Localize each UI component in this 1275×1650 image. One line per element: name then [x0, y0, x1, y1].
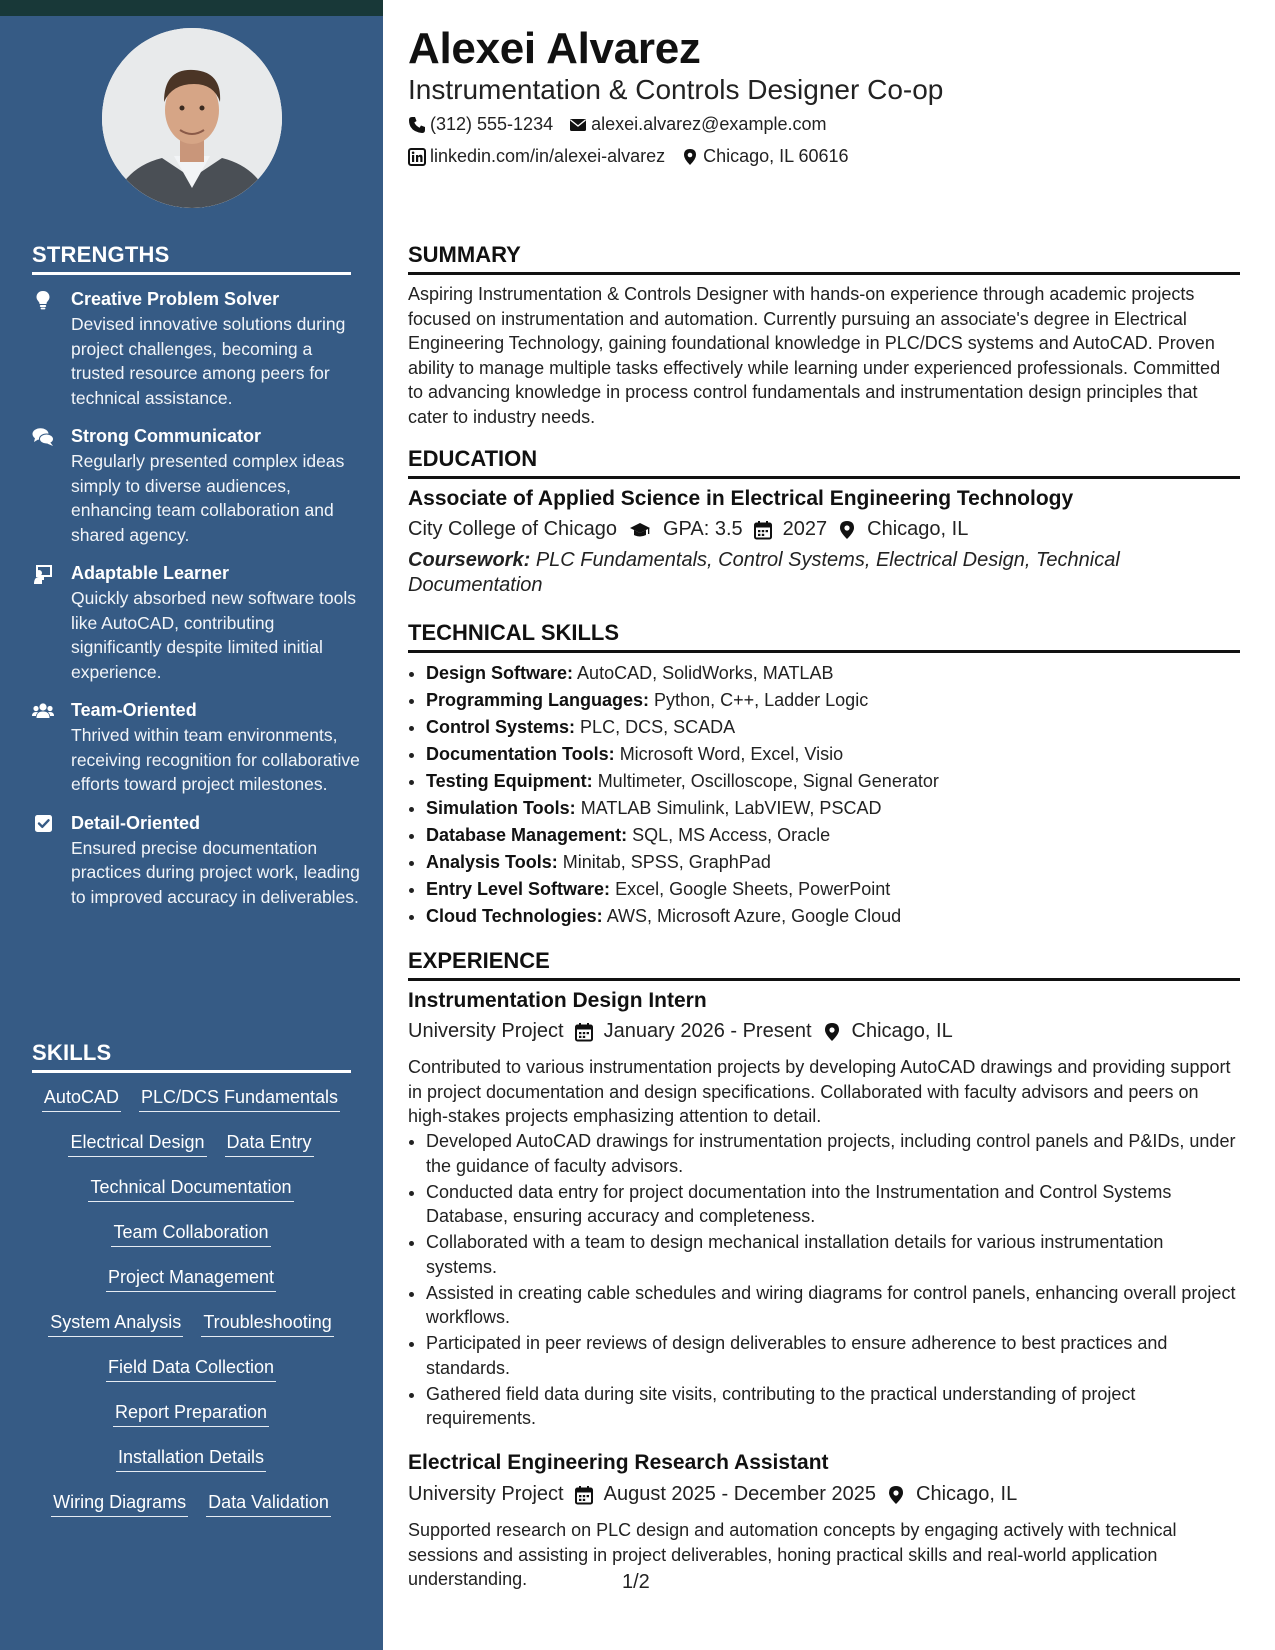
map-marker-icon — [822, 1022, 842, 1042]
degree-title: Associate of Applied Science in Electrical Engineering Technology — [408, 487, 1074, 510]
job-description: Supported research on PLC design and automation concepts by engaging actively with technical sessions and assisting in project deliverables, honing practical skills and real-world application understanding. — [408, 1520, 1177, 1589]
skill-value: AWS, Microsoft Azure, Google Cloud — [606, 906, 902, 926]
technical-skill-item — [426, 876, 1226, 903]
coursework-text: PLC Fundamentals, Control Systems, Electrical Design, Technical Documentation — [408, 549, 1120, 596]
graduation-cap-icon — [627, 520, 653, 540]
job-bullets — [426, 1129, 1238, 1432]
contact-row — [408, 146, 849, 167]
summary-heading: SUMMARY — [408, 242, 1240, 275]
skill-row — [30, 1400, 352, 1445]
skill-tag: Data Entry — [225, 1130, 314, 1157]
technical-skill-item — [426, 741, 1226, 768]
skill-value: MATLAB Simulink, LabVIEW, PSCAD — [580, 798, 882, 818]
phone-text: (312) 555-1234 — [430, 114, 554, 134]
candidate-title: Instrumentation & Controls Designer Co-op — [408, 74, 944, 105]
location-text: Chicago, IL 60616 — [703, 146, 849, 166]
technical-skill-item — [426, 903, 1226, 930]
envelope-icon — [569, 116, 587, 134]
contact-email[interactable] — [569, 114, 826, 135]
page-number: 1/2 — [622, 1571, 650, 1593]
skill-tag: Field Data Collection — [106, 1355, 276, 1382]
skill-label: Documentation Tools: — [426, 744, 615, 764]
skill-label: Testing Equipment: — [426, 771, 593, 791]
technical-skill-item — [426, 849, 1226, 876]
job-organization: University Project — [408, 1020, 564, 1042]
skill-value: Multimeter, Oscilloscope, Signal Generator — [597, 771, 939, 791]
job-title: Instrumentation Design Intern — [408, 989, 707, 1012]
strength-item — [32, 561, 362, 684]
job-bullet: • Participated in peer reviews of design deliverables to ensure adherence to best practices and standards. — [426, 1331, 1238, 1380]
strength-title: Adaptable Learner — [71, 563, 230, 583]
coursework-label: Coursework: — [408, 549, 531, 571]
strength-title: Detail-Oriented — [71, 812, 201, 833]
skill-row — [30, 1310, 352, 1355]
skill-value: Microsoft Word, Excel, Visio — [619, 744, 844, 764]
strength-description: Devised innovative solutions during project challenges, becoming a trusted resource among peers for technical assistance. — [71, 314, 346, 408]
technical-skill-item — [426, 687, 1226, 714]
education-heading: EDUCATION — [408, 446, 1240, 479]
skill-tag: Technical Documentation — [88, 1175, 293, 1202]
job-bullet: • Gathered field data during site visits, contributing to the practical understanding of project requirements. — [426, 1382, 1238, 1431]
skill-row — [30, 1085, 352, 1130]
skill-row — [30, 1355, 352, 1400]
experience-heading: EXPERIENCE — [408, 948, 1240, 981]
technical-skill-item — [426, 660, 1226, 687]
strength-item — [32, 811, 362, 910]
calendar-icon — [574, 1022, 594, 1042]
technical-skill-item — [426, 714, 1226, 741]
job-title: Electrical Engineering Research Assistant — [408, 1451, 829, 1474]
map-marker-icon — [837, 520, 857, 540]
users-icon — [32, 701, 54, 721]
skill-row — [30, 1265, 352, 1310]
map-marker-icon — [681, 148, 699, 166]
technical-skill-item — [426, 795, 1226, 822]
job-meta — [408, 1483, 1017, 1506]
skill-tag: PLC/DCS Fundamentals — [139, 1085, 340, 1112]
strength-description: Thrived within team environments, receiving recognition for collaborative efforts toward project milestones. — [71, 725, 360, 794]
map-marker-icon — [886, 1485, 906, 1505]
check-square-icon — [32, 814, 54, 834]
job-bullet: • Assisted in creating cable schedules and wiring diagrams for control panels, enhancing overall project workflows. — [426, 1281, 1238, 1330]
phone-icon — [408, 116, 426, 134]
contact-linkedin[interactable] — [408, 146, 665, 167]
contact-phone — [408, 114, 553, 135]
skill-tag: AutoCAD — [42, 1085, 121, 1112]
calendar-icon — [574, 1485, 594, 1505]
job-bullet: • Conducted data entry for project documentation into the Instrumentation and Control Systems Database, ensuring accuracy and completeness. — [426, 1180, 1238, 1229]
sidebar-top-bar — [0, 0, 383, 16]
gpa-text: GPA: 3.5 — [663, 518, 743, 540]
skills-list — [30, 1085, 352, 1535]
strength-item — [32, 287, 362, 410]
sidebar — [0, 0, 383, 1650]
school-location: Chicago, IL — [867, 518, 969, 540]
strength-description: Regularly presented complex ideas simply to diverse audiences, enhancing team collaboration and shared agency. — [71, 451, 345, 545]
graduation-year: 2027 — [782, 518, 828, 540]
skill-tag: Data Validation — [206, 1490, 331, 1517]
skill-label: Design Software: — [426, 663, 574, 683]
strength-title: Creative Problem Solver — [71, 289, 280, 309]
strength-title: Strong Communicator — [71, 426, 262, 446]
skill-label: Programming Languages: — [426, 690, 650, 710]
technical-skills-list — [426, 660, 1226, 930]
linkedin-icon — [408, 148, 426, 166]
skill-tag: Troubleshooting — [201, 1310, 333, 1337]
technical-skill-item — [426, 768, 1226, 795]
contact-row — [408, 114, 826, 135]
skill-row — [30, 1490, 352, 1535]
comments-icon — [32, 427, 54, 447]
linkedin-text[interactable]: linkedin.com/in/alexei-alvarez — [430, 146, 666, 166]
strength-item — [32, 698, 362, 797]
strength-item — [32, 424, 362, 547]
calendar-icon — [753, 520, 773, 540]
technical-skill-item — [426, 822, 1226, 849]
skill-tag: Installation Details — [116, 1445, 266, 1472]
job-organization: University Project — [408, 1483, 564, 1505]
strength-description: Quickly absorbed new software tools like AutoCAD, contributing significantly despite limited initial experience. — [71, 588, 356, 682]
education-meta — [408, 518, 968, 541]
skill-tag: Wiring Diagrams — [51, 1490, 188, 1517]
skill-value: AutoCAD, SolidWorks, MATLAB — [577, 663, 834, 683]
summary-text: Aspiring Instrumentation & Controls Designer with hands-on experience through academic projects focused on instrumentation and automation. Currently pursuing an associate's degree in Electrical Engineering Technology, gaining foundational knowledge in PLC/DCS systems and AutoCAD. Proven ability to manage multiple tasks effectively while learning under experienced professionals. Committed to advancing knowledge in process control fundamentals and instrumentation design principles that cater to industry needs. — [408, 284, 1221, 427]
technical-skills-heading: TECHNICAL SKILLS — [408, 620, 1240, 653]
strength-title: Team-Oriented — [71, 700, 197, 720]
job-location: Chicago, IL — [916, 1483, 1018, 1505]
skill-row — [30, 1130, 352, 1175]
skill-tag: Project Management — [106, 1265, 276, 1292]
skill-label: Cloud Technologies: — [426, 906, 603, 926]
skill-value: SQL, MS Access, Oracle — [632, 825, 831, 845]
skill-value: Minitab, SPSS, GraphPad — [562, 852, 771, 872]
candidate-name: Alexei Alvarez — [408, 24, 701, 73]
lightbulb-icon — [32, 290, 54, 310]
strengths-heading: STRENGTHS — [32, 242, 351, 275]
skill-tag: Team Collaboration — [111, 1220, 270, 1247]
skill-label: Simulation Tools: — [426, 798, 576, 818]
skill-row — [30, 1220, 352, 1265]
contact-location — [681, 146, 848, 167]
job-dates: August 2025 - December 2025 — [603, 1483, 877, 1505]
skills-heading: SKILLS — [32, 1040, 351, 1073]
skill-value: Python, C++, Ladder Logic — [654, 690, 869, 710]
skill-row — [30, 1175, 352, 1220]
job-location: Chicago, IL — [851, 1020, 953, 1042]
skill-tag: Electrical Design — [68, 1130, 206, 1157]
job-meta — [408, 1020, 953, 1043]
job-bullet: • Developed AutoCAD drawings for instrumentation projects, including control panels and P&IDs, under the guidance of faculty advisors. — [426, 1129, 1238, 1178]
strengths-list — [32, 287, 362, 923]
email-text[interactable]: alexei.alvarez@example.com — [591, 114, 827, 134]
strength-description: Ensured precise documentation practices during project work, leading to improved accuracy in deliverables. — [71, 837, 360, 907]
skill-tag: System Analysis — [48, 1310, 183, 1337]
skill-label: Analysis Tools: — [426, 852, 558, 872]
skill-label: Entry Level Software: — [426, 879, 611, 899]
skill-value: Excel, Google Sheets, PowerPoint — [615, 879, 891, 899]
skill-label: Database Management: — [426, 825, 628, 845]
skill-value: PLC, DCS, SCADA — [580, 717, 736, 737]
skill-tag: Report Preparation — [113, 1400, 269, 1427]
job-dates: January 2026 - Present — [603, 1020, 812, 1042]
profile-photo — [102, 28, 282, 208]
job-bullet: • Collaborated with a team to design mechanical installation details for various instrumentation systems. — [426, 1230, 1238, 1279]
skill-row — [30, 1445, 352, 1490]
coursework — [408, 548, 1208, 597]
school-name: City College of Chicago — [408, 518, 617, 540]
chalkboard-teacher-icon — [32, 564, 54, 584]
job-description: Contributed to various instrumentation projects by developing AutoCAD drawings and providing support in project documentation and design specifications. Collaborated with faculty advisors and peers on high-stakes projects emphasizing attention to detail. — [408, 1057, 1231, 1126]
skill-label: Control Systems: — [426, 717, 576, 737]
